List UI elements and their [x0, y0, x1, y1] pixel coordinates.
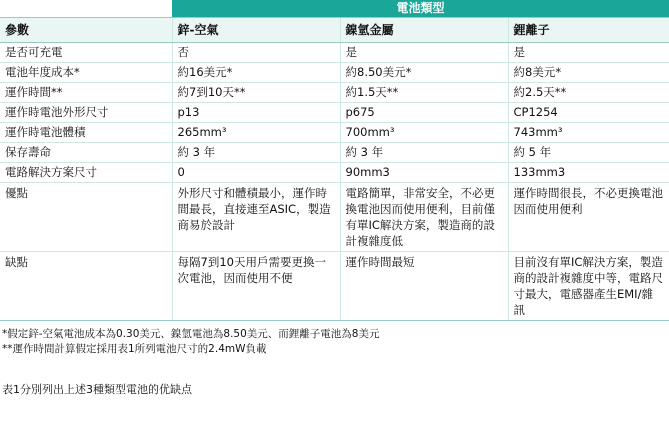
- row-zinc-air: 265mm³: [172, 123, 340, 143]
- row-zinc-air: p13: [172, 103, 340, 123]
- row-zinc-air: 0: [172, 163, 340, 183]
- row-param: 電路解決方案尺寸: [0, 163, 172, 183]
- row-nimh: 約1.5天**: [340, 83, 508, 103]
- row-nimh: p675: [340, 103, 508, 123]
- table-row: [0, 123, 669, 143]
- footnote-runtime: **運作時間計算假定採用表1所列電池尺寸的2.4mW負載: [2, 343, 267, 355]
- row-nimh: 約8.50美元*: [340, 63, 508, 83]
- row-zinc-air: 約7到10天**: [172, 83, 340, 103]
- table-row: [0, 183, 669, 252]
- row-liion: CP1254: [508, 103, 669, 123]
- row-liion: 運作時間很長，不必更換電池因而使用便利: [508, 183, 669, 252]
- row-zinc-air: 外形尺寸和體積最小，運作時間最長，直接連至ASIC，製造商易於設計: [172, 183, 340, 252]
- table-caption: 表1分別列出上述3種類型電池的优缺点: [2, 383, 192, 396]
- row-param: 運作時電池體積: [0, 123, 172, 143]
- row-nimh: 約 3 年: [340, 143, 508, 163]
- row-zinc-air: 約 3 年: [172, 143, 340, 163]
- row-param: 保存壽命: [0, 143, 172, 163]
- table-row: [0, 252, 669, 321]
- column-header-zinc-air: 鋅-空氣: [172, 18, 340, 43]
- row-nimh: 700mm³: [340, 123, 508, 143]
- row-param: 運作時電池外形尺寸: [0, 103, 172, 123]
- table-header-row: [0, 18, 669, 43]
- row-zinc-air: 約16美元*: [172, 63, 340, 83]
- group-header-battery-type: 電池類型: [172, 0, 669, 18]
- row-liion: 133mm3: [508, 163, 669, 183]
- row-param: 優點: [0, 183, 172, 252]
- group-header-spacer: [0, 0, 172, 18]
- footnote-cost: *假定鋅-空氣電池成本為0.30美元、鎳氫電池為8.50美元、而鋰離子電池為8美元: [2, 328, 380, 340]
- row-liion: 目前沒有單IC解決方案，製造商的設計複雜度中等，電路尺寸最大，電感器產生EMI/雜訊: [508, 252, 669, 321]
- row-zinc-air: 否: [172, 43, 340, 63]
- row-liion: 743mm³: [508, 123, 669, 143]
- row-param: 運作時間**: [0, 83, 172, 103]
- table-row: [0, 83, 669, 103]
- row-nimh: 是: [340, 43, 508, 63]
- row-liion: 約 5 年: [508, 143, 669, 163]
- row-nimh: 運作時間最短: [340, 252, 508, 321]
- row-nimh: 電路簡單，非常安全，不必更換電池因而使用便利，目前僅有單IC解決方案，製造商的設計複雜度低: [340, 183, 508, 252]
- row-liion: 約8美元*: [508, 63, 669, 83]
- row-liion: 是: [508, 43, 669, 63]
- column-header-nimh: 鎳氫金屬: [340, 18, 508, 43]
- row-param: 電池年度成本*: [0, 63, 172, 83]
- row-zinc-air: 每隔7到10天用戶需要更換一次電池，因而使用不便: [172, 252, 340, 321]
- row-liion: 約2.5天**: [508, 83, 669, 103]
- table-row: [0, 103, 669, 123]
- table-row: [0, 63, 669, 83]
- table-row: [0, 143, 669, 163]
- table-row: [0, 163, 669, 183]
- row-param: 是否可充電: [0, 43, 172, 63]
- row-param: 缺點: [0, 252, 172, 321]
- table-row: [0, 43, 669, 63]
- footnotes: [2, 327, 669, 357]
- row-nimh: 90mm3: [340, 163, 508, 183]
- table-group-header-row: [0, 0, 669, 18]
- column-header-parameter: 參數: [0, 18, 172, 43]
- column-header-liion: 鋰離子: [508, 18, 669, 43]
